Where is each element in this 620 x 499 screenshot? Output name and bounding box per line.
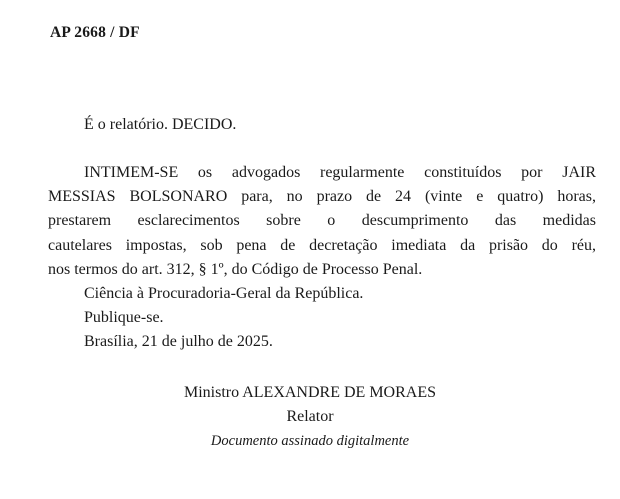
notice-pgr: Ciência à Procuradoria-Geral da República. [84, 285, 364, 302]
main-paragraph-line: prestarem esclarecimentos sobre o descumprimento das medidas [48, 212, 596, 230]
main-paragraph-line: INTIMEM-SE os advogados regularmente constituídos por JAIR [84, 164, 596, 181]
main-paragraph-line: nos termos do art. 312, § 1º, do Código de Processo Penal. [48, 260, 423, 278]
main-paragraph-line: MESSIAS BOLSONARO para, no prazo de 24 (vinte e quatro) horas, [48, 188, 596, 206]
main-paragraph-line: cautelares impostas, sob pena de decretação imediata da prisão do réu, [48, 236, 596, 254]
decision-opening: É o relatório. DECIDO. [84, 116, 237, 133]
place-date: Brasília, 21 de julho de 2025. [84, 333, 273, 350]
main-paragraph [48, 161, 596, 282]
signer-name: Ministro ALEXANDRE DE MORAES [183, 384, 436, 401]
publish-line: Publique-se. [84, 309, 164, 326]
case-reference: AP 2668 / DF [50, 24, 140, 41]
signer-role: Relator [286, 408, 334, 425]
digital-signature-note: Documento assinado digitalmente [210, 433, 410, 449]
